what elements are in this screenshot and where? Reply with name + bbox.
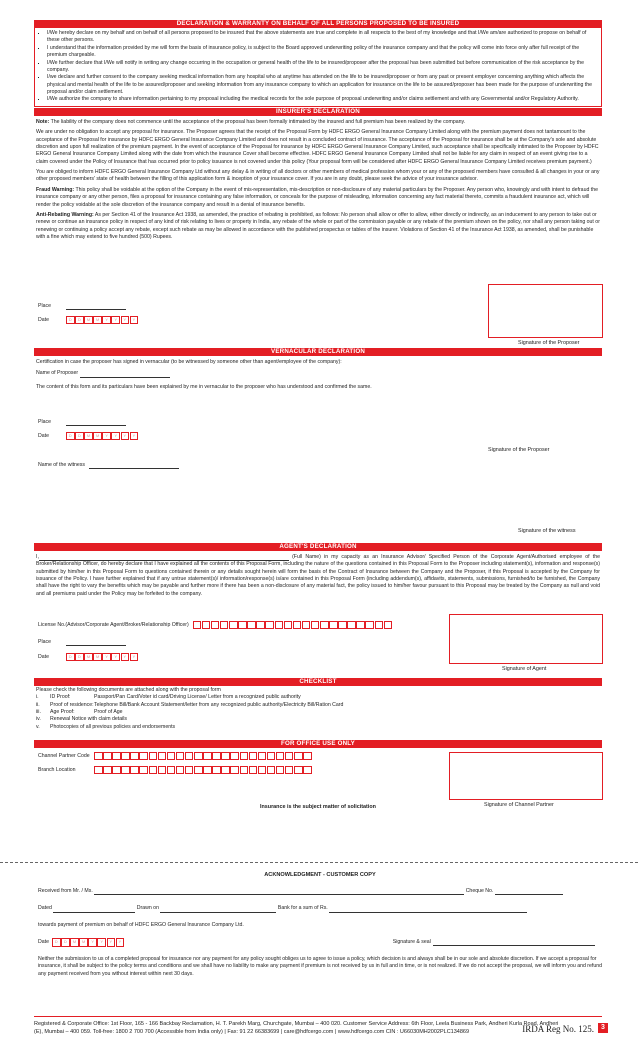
char-box[interactable] (221, 766, 230, 775)
license-label: License No.(Advisor/Corporate Agent/Broker/Relationship Officer) (38, 621, 189, 628)
ack-date-field[interactable] (52, 938, 125, 947)
proposer-signature-label: Signature of the Proposer (518, 339, 580, 346)
char-box[interactable] (267, 752, 276, 761)
note-label: Note: (36, 118, 50, 125)
vernacular-date-field[interactable] (66, 432, 139, 441)
char-box[interactable] (230, 752, 239, 761)
date-box[interactable]: D (66, 432, 75, 441)
date-box[interactable]: Y (111, 316, 120, 325)
char-box[interactable] (158, 752, 167, 761)
rebate-label: Anti-Rebating Warning: (36, 211, 94, 218)
date-box[interactable]: M (70, 938, 79, 947)
signature-seal-field[interactable] (433, 940, 595, 946)
insurer-date-field[interactable] (66, 316, 139, 325)
date-box[interactable]: Y (121, 653, 130, 662)
char-box[interactable] (294, 752, 303, 761)
char-box[interactable] (149, 752, 158, 761)
date-box[interactable]: M (84, 432, 93, 441)
declaration-bullet: ▪ I/we declare and further consent to the company seeking medical information from any hospital who at anytime has attended on the life to be insured/proposer or from any past or present employer concerning anything which affects the physical and mental health of the life to be assured/proposer and seeking information from any insurance company to which an application for insurance on the life to be assured/proposer has been made for the purpose of underwriting the proposal and/or claim settlement. (47, 74, 598, 96)
char-box[interactable] (149, 766, 158, 775)
insurer-place-row: Place (38, 303, 126, 310)
char-box[interactable] (329, 621, 338, 630)
char-box[interactable] (240, 752, 249, 761)
vernacular-section: Certification in case the proposer has signed in vernacular (to be witnessed by someone other than agent/employee of the company): Name of Proposer The content of this form and its particulars have been explained by me in vernacular to the proposer who has understood and confirmed the same. Place Date D D M M Y Y Y Y Signature of the Proposer Name of the witness Signature of the witness (34, 356, 602, 543)
footer-address-2: (E), Mumbai – 400 059. Toll-free: 1800 2 700 700 (Accessible from India only) | Fax: 91 22 66383699 | care@hdfcergo.com | www.hdfcergo.com CIN : U66030MH2002PLC134869 (34, 1029, 470, 1036)
agent-date-field[interactable] (66, 653, 139, 662)
insurer-place-field[interactable] (66, 303, 126, 310)
date-box[interactable]: M (79, 938, 88, 947)
date-box[interactable]: M (84, 653, 93, 662)
office-section (34, 748, 602, 822)
fraud-text: This policy shall be voidable at the option of the Company in the event of mis-representation, mis-description or non-disclosure of any material particulars by the Proposer. Any person who, knowingly and with intent to defraud the insurance company or any other person, files a proposal for insurance containing any false information, or conceals for the purpose of misleading, information concerning any fact material thereto, commits a fraudulent insurance act, which will render the policy voidable at the sole discretion of the insurance company and result in a denial of insurance benefits. (36, 186, 598, 208)
acknowledgment-section: ACKNOWLEDGMENT - CUSTOMER COPY Received from Mr. / Ms. Cheque No. Dated Drawn on Bank for a sum of Rs. towards payment of premium on behalf of HDFC ERGO General Insurance Company Ltd. Date D D M M Y Y Y Y Signature & seal Neither the submission to us of a completed proposal for insurance nor any payment for any policy sought obliges us to agree to issue a policy, which decision is and always shall be in our sole and absolute discretion. If we accept a proposal for insurance, it shall be subject to the policy terms and conditions and we shall have no liability to make any payment if premium is not received by us in full and in time, or is not realized. If we do not accept the proposal, we will inform you and refund any payment received from you without interest within next 30 days. (38, 872, 603, 977)
sum-field[interactable] (329, 907, 527, 913)
char-box[interactable] (103, 766, 112, 775)
license-number-field[interactable] (193, 621, 393, 630)
char-box[interactable] (103, 752, 112, 761)
declaration-bullet: ▪ I understand that the information provided by me will form the basis of insurance policy, is subject to the Board approved underwriting policy of the insurance company and that the policy will come into force only after full receipt of the premium chargeable. (47, 45, 598, 60)
date-box[interactable]: Y (102, 432, 111, 441)
date-box[interactable]: Y (130, 653, 139, 662)
char-box[interactable] (258, 752, 267, 761)
char-box[interactable] (229, 621, 238, 630)
char-box[interactable] (203, 752, 212, 761)
vernacular-place-field[interactable] (66, 419, 126, 426)
page-number: 3 (598, 1023, 608, 1033)
char-box[interactable] (347, 621, 356, 630)
channel-partner-signature-label: Signature of Channel Partner (484, 801, 554, 808)
char-box[interactable] (275, 621, 284, 630)
declaration-list (38, 30, 598, 104)
date-box[interactable]: D (75, 653, 84, 662)
ack-paragraph: Neither the submission to us of a completed proposal for insurance nor any payment for any policy sought obliges us to agree to issue a policy, which decision is and always shall be in our sole and absolute discretion. If we accept a proposal for insurance, it shall be subject to the policy terms and conditions and we shall have no liability to make any payment if premium is not received by us in full and in time, or is not realized. If we do not accept the proposal, we will inform you and refund any payment received from you without interest within next 30 days. (38, 956, 603, 977)
agent-signature-box[interactable] (449, 614, 603, 664)
checklist-items (36, 694, 600, 731)
char-box[interactable] (356, 621, 365, 630)
drawn-on-field[interactable] (160, 907, 276, 913)
date-box[interactable]: D (52, 938, 61, 947)
char-box[interactable] (230, 766, 239, 775)
date-box[interactable]: Y (102, 653, 111, 662)
char-box[interactable] (303, 752, 312, 761)
char-box[interactable] (285, 752, 294, 761)
witness-name-field[interactable] (89, 462, 179, 469)
agent-place-field[interactable] (66, 639, 126, 646)
ack-towards: towards payment of premium on behalf of HDFC ERGO General Insurance Company Ltd. (38, 921, 244, 928)
checklist-item: ii. Proof of residence: Telephone Bill/Bank Account Statement/letter from any recognized public authority/Electricity Bill/Ration Card (36, 701, 344, 708)
char-box[interactable] (302, 621, 311, 630)
char-box[interactable] (284, 621, 293, 630)
agent-header: AGENT'S DECLARATION (34, 543, 602, 551)
channel-code-label: Channel Partner Code (38, 752, 90, 759)
char-box[interactable] (265, 621, 274, 630)
char-box[interactable] (212, 752, 221, 761)
char-box[interactable] (256, 621, 265, 630)
char-box[interactable] (112, 752, 121, 761)
char-box[interactable] (294, 766, 303, 775)
date-box[interactable]: Y (130, 432, 139, 441)
date-box[interactable]: Y (88, 938, 97, 947)
checklist-item: iii. Age Proof: Proof of Age (36, 708, 123, 715)
insurer-header: INSURER'S DECLARATION (34, 108, 602, 116)
char-box[interactable] (249, 752, 258, 761)
solicitation-text: Insurance is the subject matter of solicitation (260, 803, 376, 810)
vernacular-cert: Certification in case the proposer has signed in vernacular (to be witnessed by someone other than agent/employee of the company): (36, 358, 342, 365)
date-box[interactable]: D (66, 316, 75, 325)
char-box[interactable] (258, 766, 267, 775)
char-box[interactable] (139, 766, 148, 775)
insurer-section (34, 116, 602, 348)
branch-location-field[interactable] (94, 766, 312, 775)
witness-label: Name of the witness (38, 461, 85, 468)
proposer-name-field[interactable] (80, 371, 170, 378)
char-box[interactable] (338, 621, 347, 630)
char-box[interactable] (130, 766, 139, 775)
channel-code-field[interactable] (94, 752, 312, 761)
char-box[interactable] (293, 621, 302, 630)
proposer-name-label: Name of Proposer (36, 370, 79, 377)
checklist-intro: Please check the following documents are attached along with the proposal form (36, 686, 221, 693)
fraud-label: Fraud Warning: (36, 186, 75, 193)
cheque-no-field[interactable] (495, 889, 563, 895)
date-box[interactable]: Y (116, 938, 125, 947)
date-box[interactable]: Y (111, 432, 120, 441)
char-box[interactable] (267, 766, 276, 775)
date-box[interactable]: M (93, 653, 102, 662)
checklist-item: iv. Renewal Notice with claim details (36, 716, 127, 723)
char-box[interactable] (240, 766, 249, 775)
char-box[interactable] (158, 766, 167, 775)
char-box[interactable] (238, 621, 247, 630)
agent-declaration-text: (Full Name) in my capacity as an Insurance Advisor/ Specified Person of the Corporate Agent/Authorised employee of the Broker/Relationship Officer, do hereby declare that I have explained all the contents of this Proposal Form, including the nature of the questions contained in this Proposal Form to the Proposer including statement(s), information and response(s) submitted by him/her in this Proposal Form to questions contained therein or any details sought herein will form the basis of the Contract of Insurance between the Company and the Proposer, if this Proposal is accepted by the Company for issuance of the Policy. I have further explained that if any untrue statement(s)/ information/response(s) is/are contained in this Proposal Form (including addendum(s), affidavits, statements, submissions, furnished/to be furnished, the Company shall have the right to vary the benefits which may be payable and further more if there has been a non-disclosure of any material fact, the policy issued to him/her favour pursuant to this Proposal may be treated by the Company as null and void and all premiums paid under the Policy may be forfeited to the company. (36, 553, 600, 597)
char-box[interactable] (185, 766, 194, 775)
date-box[interactable]: D (75, 432, 84, 441)
char-box[interactable] (176, 752, 185, 761)
declaration-bullet: ▪ I/We further declare that I/We will notify in writing any change occurring in the occupation or general health of the life to be insured/proposer after the proposal has been submitted but before communication of the risk acceptance by the company. (47, 60, 598, 75)
ack-title: ACKNOWLEDGMENT - CUSTOMER COPY (264, 872, 376, 878)
char-box[interactable] (220, 621, 229, 630)
char-box[interactable] (202, 621, 211, 630)
date-box[interactable]: Y (130, 316, 139, 325)
date-box[interactable]: M (84, 316, 93, 325)
checklist-item: i. ID Proof: Passport/Pan Card/Voter id card/Driving License/ Letter from a recognized public authority (36, 694, 301, 701)
agent-section: I, (Full Name) in my capacity as an Insurance Advisor/ Specified Person of the Corporate Agent/Authorised employee of the Broker/Relationship Officer, do hereby declare that I have explained all the contents of this Proposal Form, including the nature of the questions contained in this Proposal Form to the Proposer including statement(s), information and response(s) submitted by him/her in this Proposal Form to questions contained therein or any details sought herein will form the basis of the Contract of Insurance between the Company and the Proposer, if this Proposal is accepted by the Company for issuance of the Policy. I have further explained that if any untrue statement(s)/ information/response(s) is/are contained in this Proposal Form (including addendum(s), affidavits, statements, submissions, furnished/to be furnished, the Company shall have the right to vary the benefits which may be payable and further more if there has been a non-disclosure of any material fact, the policy issued to him/her favour pursuant to this Proposal may be treated by the Company as null and void and all premiums paid under the Policy may be forfeited to the company. License No.(Advisor/Corporate Agent/Broker/Relationship Officer) Place Date D D M M Y Y Y Y Signature of Agent (34, 551, 602, 674)
date-box[interactable]: Y (121, 316, 130, 325)
char-box[interactable] (247, 621, 256, 630)
date-box[interactable]: D (61, 938, 70, 947)
declaration-header: DECLARATION & WARRANTY ON BEHALF OF ALL PERSONS PROPOSED TO BE INSURED (34, 20, 602, 28)
checklist-section (34, 686, 602, 740)
dated-field[interactable] (53, 907, 135, 913)
char-box[interactable] (365, 621, 374, 630)
vernacular-proposer-signature-label: Signature of the Proposer (488, 446, 550, 453)
char-box[interactable] (311, 621, 320, 630)
char-box[interactable] (112, 766, 121, 775)
char-box[interactable] (167, 766, 176, 775)
footer (34, 1016, 605, 1037)
char-box[interactable] (276, 766, 285, 775)
rebate-text: As per Section 41 of the Insurance Act 1938, as amended, the practice of rebating is prohibited, as follows: No person shall allow or offer to allow, either directly or indirectly, as an inducement to any person to take out or renew or continue an insurance policy in respect of any kind of risk relating to lives or property in India, any rebate of the whole or part of the commission payable or any rebate of the premium shown on the policy, nor shall any person taking out or renewing or continuing a policy accept any rebate, except such rebate as may be allowed in accordance with the published prospectus or tables of the insurer. Violations of Section 41 of the Insurance Act 1938, as amended, shall be punishable with a fine which may extend to five hundred (500) Rupees. (36, 211, 600, 240)
char-box[interactable] (94, 752, 103, 761)
date-box[interactable]: Y (102, 316, 111, 325)
char-box[interactable] (320, 621, 329, 630)
char-box[interactable] (384, 621, 393, 630)
form-page (34, 20, 602, 822)
char-box[interactable] (375, 621, 384, 630)
note-text: The liability of the company does not commence until the acceptance of the proposal has been formally intimated by the insured and full premium has been realized by the company. (50, 118, 466, 125)
agent-signature-label: Signature of Agent (502, 665, 547, 672)
declaration-section (34, 28, 602, 107)
checklist-header: CHECKLIST (34, 678, 602, 686)
footer-address-1: Registered & Corporate Office: 1st Floor, 165 - 166 Backbay Reclamation, H. T. Parekh Marg, Churchgate, Mumbai – 400 020. Customer Service Address: 6th Floor, Leela Business Park, Andheri Kurla Road, Andheri (34, 1021, 559, 1027)
date-box[interactable]: M (93, 432, 102, 441)
vernacular-header: VERNACULAR DECLARATION (34, 348, 602, 356)
date-box[interactable]: D (66, 653, 75, 662)
char-box[interactable] (121, 766, 130, 775)
cut-line (0, 862, 638, 863)
vernacular-content: The content of this form and its particulars have been explained by me in vernacular to the proposer who has understood and confirmed the same. (36, 383, 372, 390)
date-box[interactable]: D (75, 316, 84, 325)
received-from-field[interactable] (94, 889, 464, 895)
date-box[interactable]: Y (121, 432, 130, 441)
insurer-para2: You are obliged to inform HDFC ERGO General Insurance Company Ltd without any delay & in writing of all doctors or other members of medical profession whom your or any of the proposed members have consulted & all changes in your or any other proposed members' state of health between the filling of this application form & inception of your insurance cover. If you are in any doubt, please seek the advice of your insurance advisor. (36, 169, 600, 183)
char-box[interactable] (176, 766, 185, 775)
char-box[interactable] (194, 752, 203, 761)
char-box[interactable] (212, 766, 221, 775)
insurer-para1: We are under no obligation to accept any proposal for insurance. The Proposer agrees that the receipt of the Proposal Form by HDFC ERGO General Insurance Company Limited along with the premium payment does not tantamount to the acceptance of the Proposal for insurance by HDFC ERGO General Insurance Company Limited and does not result in a concluded contract of insurance. The acceptance of the Proposal for insurance shall be at the Company's sole and absolute discretion and upon full realization of the premium payment. In the event of acceptance of the Proposal for insurance by HDFC ERGO General Insurance Company Limited, such acceptance shall be specifically intimated to the Proposer by HDFC ERGO General Insurance Company Limited along with the date from which the insurance Cover shall become effective. HDFC ERGO General Insurance Company Limited shall not be liable for any claim in respect of an event giving rise to a claim covered under the Policy of Insurance that has occurred prior to policy issuance is not covered under this policy (Your proposal form will be considered after HDFC ERGO General Insurance Company Limited receives premium payment.) (36, 129, 599, 165)
char-box[interactable] (285, 766, 294, 775)
office-header: FOR OFFICE USE ONLY (34, 740, 602, 748)
char-box[interactable] (249, 766, 258, 775)
char-box[interactable] (276, 752, 285, 761)
date-box[interactable]: Y (97, 938, 106, 947)
irda-reg: IRDA Reg No. 125. (522, 1024, 594, 1034)
insurer-date-row: Date D D M M Y Y Y Y (38, 316, 139, 325)
char-box[interactable] (193, 621, 202, 630)
proposer-signature-box[interactable] (488, 284, 603, 338)
char-box[interactable] (94, 766, 103, 775)
date-box[interactable]: Y (111, 653, 120, 662)
char-box[interactable] (203, 766, 212, 775)
char-box[interactable] (211, 621, 220, 630)
declaration-bullet: ▪ I/We hereby declare on my behalf and on behalf of all persons proposed to be insured that the above statements are true and complete in all respects to the best of my knowledge and that I/We am/are authorized to propose on behalf of these other persons. (47, 30, 598, 45)
char-box[interactable] (130, 752, 139, 761)
char-box[interactable] (221, 752, 230, 761)
char-box[interactable] (303, 766, 312, 775)
char-box[interactable] (185, 752, 194, 761)
declaration-bullet: ▪ I/We authorize the company to share information pertaining to my proposal including the medical records for the sole purpose of proposal underwriting and/or claims settlement and with any Governmental and/or Regulatory Authority. (47, 96, 598, 103)
checklist-item: v. Photocopies of all previous policies and endorsements (36, 723, 176, 730)
channel-partner-signature-box[interactable] (449, 752, 603, 800)
char-box[interactable] (194, 766, 203, 775)
date-box[interactable]: M (93, 316, 102, 325)
char-box[interactable] (167, 752, 176, 761)
witness-signature-label: Signature of the witness (518, 527, 576, 534)
char-box[interactable] (121, 752, 130, 761)
char-box[interactable] (139, 752, 148, 761)
branch-label: Branch Location (38, 766, 76, 773)
date-box[interactable]: Y (107, 938, 116, 947)
